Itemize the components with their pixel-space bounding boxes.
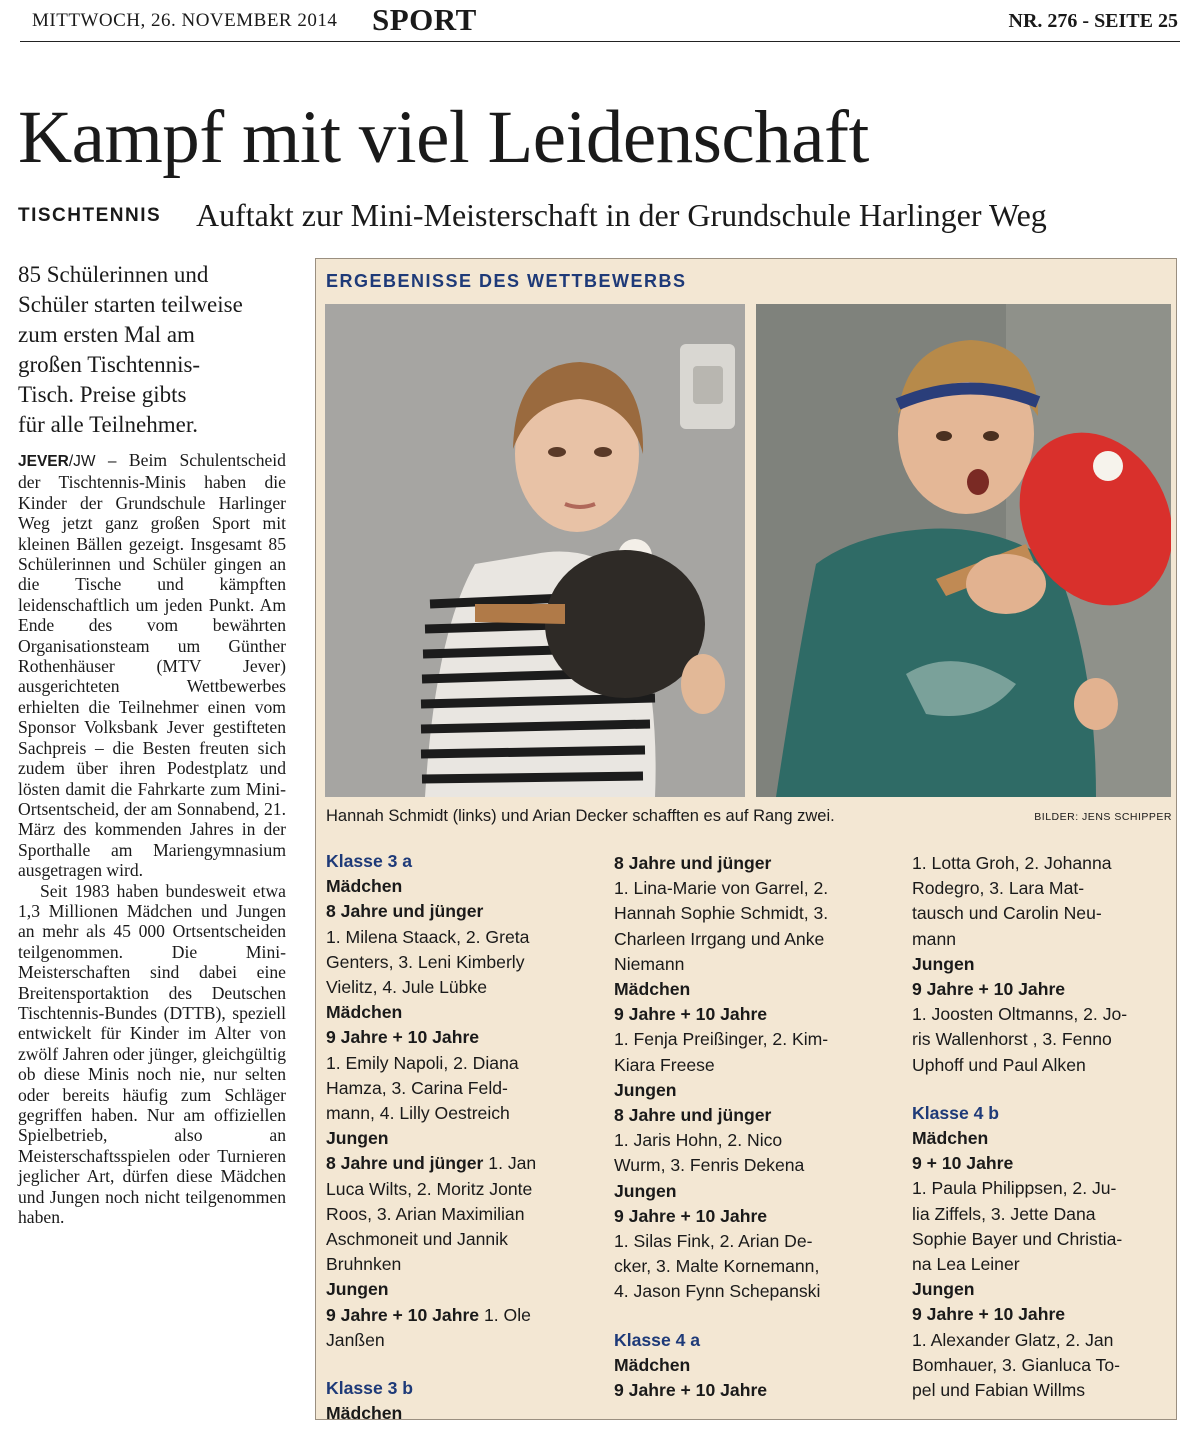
results-spacer [326, 1353, 596, 1376]
results-line: 1. Jaris Hohn, 2. Nico [614, 1130, 783, 1151]
results-line: lia Ziffels, 3. Jette Dana [912, 1203, 1096, 1224]
results-line: Sophie Bayer und Christia- [912, 1228, 1123, 1249]
page-number: NR. 276 - SEITE 25 [1008, 10, 1178, 32]
results-line: Niemann [614, 953, 685, 974]
results-line: Wurm, 3. Fenris Dekena [614, 1155, 805, 1176]
results-category: 9 Jahre + 10 Jahre [326, 1304, 480, 1325]
results-line: Hamza, 3. Carina Feld- [326, 1077, 508, 1098]
kicker: TISCHTENNIS [18, 205, 162, 226]
results-line: pel und Fabian Willms [912, 1380, 1086, 1401]
paragraph-2: Seit 1983 haben bundesweit etwa 1,3 Millionen Mädchen und Jungen an mehr als 45 000 Ortsentscheiden teilgenommen. Die Mini-Meisterschaften sind dabei eine Breitensportaktion des Deutschen Tischtennis-Bundes (DTTB), speziell entwickelt für Kinder im Alter von zwölf Jahren oder jünger, gleichgültig ob diese Minis noch nie, nur selten oder bereits häufig zum Schläger gegriffen haben. Nur am offiziellen Spielbetrieb, also an Meisterschaftsspielen oder Turnieren jeglicher Art, dürfen diese Mädchen und Jungen noch nicht teilgenommen haben. [18, 880, 286, 1228]
results-line: Genters, 3. Leni Kimberly [326, 951, 525, 972]
results-line: mann, 4. Lilly Oestreich [326, 1103, 510, 1124]
results-line: na Lea Leiner [912, 1254, 1020, 1275]
results-line: cker, 3. Malte Kornemann, [614, 1256, 820, 1277]
results-line: Roos, 3. Arian Maximilian [326, 1203, 525, 1224]
results-line: 1. Milena Staack, 2. Greta [326, 926, 530, 947]
paragraph-1-text: Beim Schulentscheid der Tischtennis-Minis haben die Kinder der Grundschule Harlinger Weg jetzt ganz großen Sport mit kleinen Bällen gezeigt. Insgesamt 85 Schülerinnen und Schüler gingen an die Tische und kämpften leidenschaftlich um jeden Punkt. Am Ende des vom bewährten Organisationsteam um Günther Rothenhäuser (MTV Jever) ausgerichteten Wettbewerbes erhielten die Teilnehmer einen vom Sponsor Volksbank Jever gestifteten Sachpreis – die Besten freuten sich zudem über ihren Podestplatz und lösten damit die Fahrkarte zum Mini-Ortsentscheid, der am Sonnabend, 21. März des kommenden Jahres in der Sporthalle am Mariengymnasium ausgetragen wird. [18, 450, 286, 881]
results-column-2 [614, 851, 884, 1403]
results-category: 9 Jahre + 10 Jahre [614, 1380, 768, 1401]
results-category: Mädchen [614, 1354, 691, 1375]
results-line: 1. Lotta Groh, 2. Johanna [912, 853, 1112, 873]
results-line: Bruhnken [326, 1254, 402, 1275]
results-spacer [912, 1078, 1172, 1101]
results-column-3 [912, 851, 1172, 1403]
results-line [326, 1151, 596, 1176]
results-category: Mädchen [326, 1002, 403, 1023]
results-category: 9 + 10 Jahre [912, 1153, 1014, 1174]
photo-boy [756, 304, 1171, 797]
results-line: Kiara Freese [614, 1054, 715, 1075]
results-class-heading: Klasse 3 b [326, 1378, 414, 1399]
results-category: 8 Jahre und jünger [614, 853, 772, 873]
results-category: 9 Jahre + 10 Jahre [614, 1205, 768, 1226]
results-names: 1. Jan [483, 1153, 537, 1174]
photo-girl-image [325, 304, 745, 797]
results-line [326, 1303, 596, 1328]
results-line: Vielitz, 4. Jule Lübke [326, 977, 488, 998]
results-line: 1. Alexander Glatz, 2. Jan [912, 1329, 1114, 1350]
teaser-line: Tisch. Preise gibts [18, 382, 187, 407]
photo-credit: BILDER: JENS SCHIPPER [1034, 811, 1172, 823]
teaser-line: großen Tischtennis- [18, 352, 201, 377]
results-category: Mädchen [326, 876, 403, 897]
results-category: 9 Jahre + 10 Jahre [912, 979, 1066, 1000]
photo-boy-image [756, 304, 1171, 797]
results-class-heading: Klasse 4 b [912, 1102, 1000, 1123]
results-category: Jungen [614, 1180, 677, 1201]
photo-caption: Hannah Schmidt (links) und Arian Decker schafften es auf Rang zwei. [326, 807, 835, 825]
photo-girl [325, 304, 745, 797]
results-class-heading: Klasse 3 a [326, 851, 413, 871]
teaser-line: Schüler starten teilweise [18, 292, 243, 317]
results-category: 9 Jahre + 10 Jahre [326, 1027, 480, 1048]
results-line: 1. Lina-Marie von Garrel, 2. [614, 878, 829, 899]
results-category: Jungen [326, 1128, 389, 1149]
results-line: Charleen Irrgang und Anke [614, 928, 825, 949]
results-category: 8 Jahre und jünger [326, 901, 484, 922]
header-rule [20, 41, 1180, 42]
results-line: 4. Jason Fynn Schepanski [614, 1281, 821, 1302]
results-spacer [614, 1305, 884, 1328]
results-box-title: ERGEBENISSE DES WETTBEWERBS [326, 271, 687, 291]
results-line: 1. Fenja Preißinger, 2. Kim- [614, 1029, 829, 1050]
headline: Kampf mit viel Leidenschaft [18, 96, 869, 179]
results-line: Rodegro, 3. Lara Mat- [912, 878, 1085, 899]
results-line: 1. Joosten Oltmanns, 2. Jo- [912, 1004, 1128, 1025]
results-line: Aschmoneit und Jannik [326, 1229, 508, 1250]
results-box [315, 258, 1177, 1424]
results-line: Luca Wilts, 2. Moritz Jonte [326, 1178, 533, 1199]
issue-date: MITTWOCH, 26. NOVEMBER 2014 [32, 10, 338, 31]
results-line: mann [912, 928, 957, 949]
results-category: 8 Jahre und jünger [614, 1105, 772, 1126]
results-class-heading: Klasse 4 a [614, 1329, 701, 1350]
teaser-line: für alle Teilnehmer. [18, 412, 198, 437]
results-category: 8 Jahre und jünger [326, 1153, 484, 1174]
results-line: 1. Emily Napoli, 2. Diana [326, 1052, 519, 1073]
results-line: tausch und Carolin Neu- [912, 903, 1102, 924]
results-category: Mädchen [326, 1403, 403, 1424]
results-column-1 [326, 849, 596, 1426]
results-line: Hannah Sophie Schmidt, 3. [614, 903, 829, 924]
dateline-author: /JW – [68, 453, 117, 470]
results-category: Jungen [912, 1279, 975, 1300]
results-category: 9 Jahre + 10 Jahre [912, 1304, 1066, 1325]
subheadline: Auftakt zur Mini-Meisterschaft in der Grundschule Harlinger Weg [196, 197, 1047, 233]
results-category: Jungen [326, 1279, 389, 1300]
section-title: SPORT [372, 2, 477, 37]
article-body [18, 450, 286, 1227]
results-line: 1. Silas Fink, 2. Arian De- [614, 1231, 813, 1252]
results-category: Jungen [614, 1079, 677, 1100]
results-line: ris Wallenhorst , 3. Fenno [912, 1029, 1112, 1050]
dateline: JEVER [18, 453, 69, 470]
teaser [18, 260, 288, 440]
results-category: Jungen [912, 953, 975, 974]
teaser-line: zum ersten Mal am [18, 322, 195, 347]
results-line: 1. Paula Philippsen, 2. Ju- [912, 1178, 1117, 1199]
results-names: 1. Ole [479, 1304, 531, 1325]
results-category: Mädchen [614, 979, 691, 1000]
results-category: Mädchen [912, 1128, 989, 1149]
results-line: Bomhauer, 3. Gianluca To- [912, 1354, 1120, 1375]
results-category: 9 Jahre + 10 Jahre [614, 1004, 768, 1025]
teaser-line: 85 Schülerinnen und [18, 262, 209, 287]
results-line: Janßen [326, 1329, 385, 1350]
paragraph-1 [18, 450, 286, 881]
results-line: Uphoff und Paul Alken [912, 1054, 1086, 1075]
